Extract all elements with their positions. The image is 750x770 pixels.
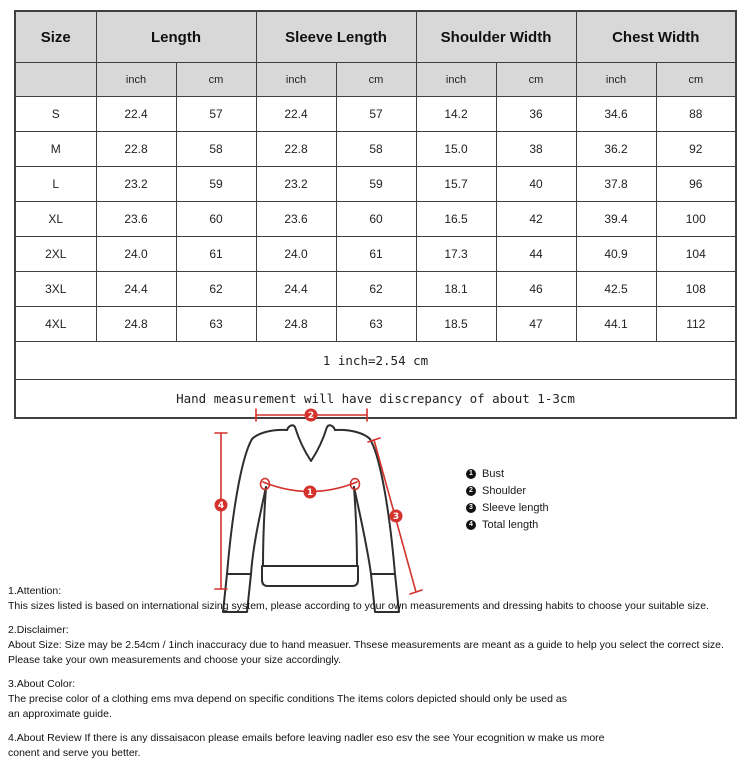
legend-number-icon: 3 [466, 503, 476, 513]
table-cell: 22.8 [96, 132, 176, 167]
table-cell: 46 [496, 272, 576, 307]
size-label: XL [15, 202, 96, 237]
table-cell: 60 [336, 202, 416, 237]
table-cell: 112 [656, 307, 736, 342]
unit-header-empty [15, 63, 96, 97]
unit-header: cm [176, 63, 256, 97]
note-attention [8, 584, 748, 614]
legend-label: Bust [482, 467, 505, 480]
table-cell: 38 [496, 132, 576, 167]
size-label: S [15, 97, 96, 132]
measurement-note: Hand measurement will have discrepancy of about 1-3cm [15, 380, 736, 419]
table-header-row [15, 11, 736, 63]
notes-section [8, 584, 748, 770]
table-cell: 92 [656, 132, 736, 167]
table-cell: 16.5 [416, 202, 496, 237]
table-cell: 59 [176, 167, 256, 202]
table-cell: 24.8 [256, 307, 336, 342]
table-cell: 18.5 [416, 307, 496, 342]
marker-bust [304, 486, 317, 499]
table-cell: 22.4 [256, 97, 336, 132]
table-cell: 17.3 [416, 237, 496, 272]
marker-shoulder [305, 409, 318, 422]
table-cell: 108 [656, 272, 736, 307]
table-cell: 63 [176, 307, 256, 342]
legend-item-shoulder [466, 482, 549, 499]
size-chart-table [14, 10, 737, 419]
table-unit-row [15, 63, 736, 97]
table-cell: 23.2 [256, 167, 336, 202]
marker-sleeve-length [390, 510, 403, 523]
table-cell: 61 [176, 237, 256, 272]
table-cell: 15.0 [416, 132, 496, 167]
table-cell: 39.4 [576, 202, 656, 237]
table-cell: 62 [176, 272, 256, 307]
table-row [15, 132, 736, 167]
legend-number-icon: 2 [466, 486, 476, 496]
legend-label: Total length [482, 518, 539, 531]
table-cell: 22.4 [96, 97, 176, 132]
table-cell: 23.2 [96, 167, 176, 202]
note-line: About Size: Size may be 2.54cm / 1inch inaccuracy due to hand measuer. Thsese measurements are meant as a guide to help you select the correct size. [8, 639, 724, 651]
table-cell: 34.6 [576, 97, 656, 132]
diagram-legend [466, 465, 549, 533]
note-heading: 1.Attention: [8, 585, 62, 597]
column-header-shoulder-width: Shoulder Width [416, 11, 576, 63]
table-row [15, 167, 736, 202]
conversion-note-row [15, 342, 736, 380]
table-cell: 14.2 [416, 97, 496, 132]
note-line: Please take your own measurements and choose your size accordingly. [8, 654, 342, 666]
table-cell: 24.0 [256, 237, 336, 272]
column-header-chest-width: Chest Width [576, 11, 736, 63]
note-line: This sizes listed is based on international sizing system, please according to your own measurements and dressing habits to choose your suitable size. [8, 600, 709, 612]
table-cell: 36.2 [576, 132, 656, 167]
note-about-review [8, 731, 748, 761]
table-cell: 22.8 [256, 132, 336, 167]
table-row [15, 272, 736, 307]
table-cell: 37.8 [576, 167, 656, 202]
size-label: M [15, 132, 96, 167]
note-disclaimer [8, 623, 748, 668]
table-cell: 96 [656, 167, 736, 202]
table-cell: 63 [336, 307, 416, 342]
note-heading: 3.About Color: [8, 678, 76, 690]
table-cell: 24.4 [96, 272, 176, 307]
note-line: an approximate guide. [8, 708, 112, 720]
size-label: 3XL [15, 272, 96, 307]
table-cell: 57 [336, 97, 416, 132]
table-cell: 42 [496, 202, 576, 237]
table-cell: 18.1 [416, 272, 496, 307]
legend-item-bust [466, 465, 549, 482]
size-label: L [15, 167, 96, 202]
column-header-length: Length [96, 11, 256, 63]
marker-sleeve-number: 3 [392, 512, 400, 522]
table-cell: 36 [496, 97, 576, 132]
size-label: 4XL [15, 307, 96, 342]
note-line: The precise color of a clothing ems mva depend on specific conditions The items colors depicted should only be used as [8, 693, 567, 705]
table-cell: 15.7 [416, 167, 496, 202]
table-cell: 24.0 [96, 237, 176, 272]
table-cell: 42.5 [576, 272, 656, 307]
unit-header: cm [336, 63, 416, 97]
table-cell: 100 [656, 202, 736, 237]
table-cell: 57 [176, 97, 256, 132]
legend-number-icon: 1 [466, 469, 476, 479]
unit-header: cm [656, 63, 736, 97]
table-cell: 104 [656, 237, 736, 272]
conversion-note: 1 inch=2.54 cm [15, 342, 736, 380]
marker-total-number: 4 [217, 501, 225, 511]
table-cell: 44.1 [576, 307, 656, 342]
table-cell: 24.8 [96, 307, 176, 342]
table-cell: 58 [336, 132, 416, 167]
table-cell: 40 [496, 167, 576, 202]
unit-header: inch [576, 63, 656, 97]
unit-header: inch [416, 63, 496, 97]
table-cell: 23.6 [256, 202, 336, 237]
table-cell: 61 [336, 237, 416, 272]
marker-total-length [215, 499, 228, 512]
unit-header: cm [496, 63, 576, 97]
note-line: 4.About Review If there is any dissaisacon please emails before leaving nadler eso esv the see Your ecognition w make us more [8, 732, 605, 744]
table-row [15, 97, 736, 132]
table-cell: 59 [336, 167, 416, 202]
legend-label: Sleeve length [482, 501, 549, 514]
size-label: 2XL [15, 237, 96, 272]
table-cell: 47 [496, 307, 576, 342]
legend-item-sleeve-length [466, 499, 549, 516]
table-cell: 23.6 [96, 202, 176, 237]
note-line: conent and serve you better. [8, 747, 141, 759]
table-cell: 88 [656, 97, 736, 132]
note-heading: 2.Disclaimer: [8, 624, 69, 636]
table-cell: 44 [496, 237, 576, 272]
column-header-sleeve-length: Sleeve Length [256, 11, 416, 63]
unit-header: inch [256, 63, 336, 97]
table-cell: 40.9 [576, 237, 656, 272]
table-row [15, 237, 736, 272]
unit-header: inch [96, 63, 176, 97]
table-cell: 62 [336, 272, 416, 307]
table-cell: 60 [176, 202, 256, 237]
marker-bust-number: 1 [306, 488, 314, 498]
marker-shoulder-number: 2 [307, 411, 315, 421]
legend-number-icon: 4 [466, 520, 476, 530]
table-cell: 58 [176, 132, 256, 167]
legend-item-total-length [466, 516, 549, 533]
legend-label: Shoulder [482, 484, 527, 497]
note-about-color [8, 677, 748, 722]
table-row [15, 202, 736, 237]
table-row [15, 307, 736, 342]
table-cell: 24.4 [256, 272, 336, 307]
column-header-size: Size [15, 11, 96, 63]
